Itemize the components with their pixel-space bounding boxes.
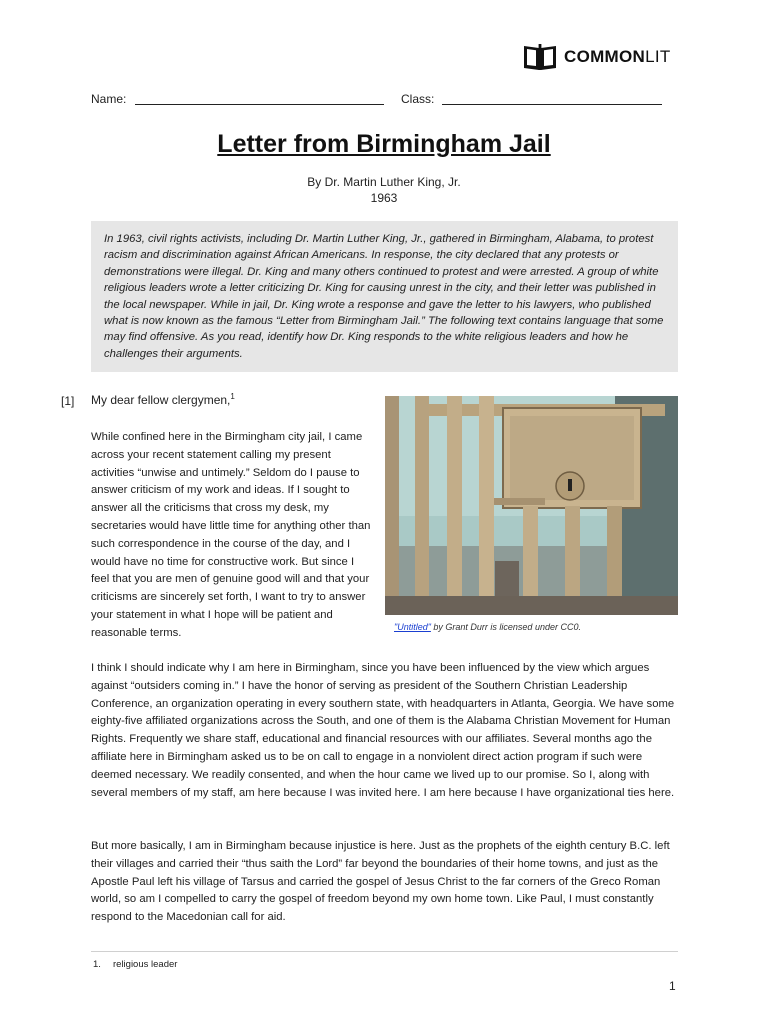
intro-box: In 1963, civil rights activists, including Dr. Martin Luther King, Jr., gathered in Birmingham, Alabama, to protest racism and discrimination against African Americans. In response, the city declared that any protests or demonstrations were illegal. Dr. King and many others continued to protest and were arrested. A group of white religious leaders wrote a letter criticizing Dr. King for causing unrest in the city, and their letter was published in the local newspaper. While in jail, Dr. King wrote a response and gave the letter to his lawyers, who published what is now known as the famous “Letter from Birmingham Jail.” The following text contains language that some may find offensive. As you read, identify how Dr. King responds to the white religious leaders and how he challenges their arguments. [91, 221, 678, 372]
book-icon [522, 43, 558, 71]
paragraph-3: But more basically, I am in Birmingham because injustice is here. Just as the prophets of the eighth century B.C. left their villages and carried their “thus saith the Lord” far beyond the boundaries of their home towns, and just as the Apostle Paul left his village of Tarsus and carried the gospel of Jesus Christ to the far corners of the Greco Roman world, so am I compelled to carry the gospel of freedom beyond my own home town. Like Paul, I must constantly respond to the Macedonian call for aid. [91, 840, 670, 924]
commonlit-logo [522, 42, 671, 72]
page-number: 1 [669, 979, 676, 993]
image-caption: "Untitled" by Grant Durr is licensed under CC0. [394, 622, 581, 632]
author: By Dr. Martin Luther King, Jr. [307, 175, 461, 189]
paragraph-2: I think I should indicate why I am here in Birmingham, since you have been influenced by the view which argues against “outsiders coming in.” I have the honor of serving as president of the Southern Christian Leadership Conference, an organization operating in every southern state, with headquarters in Atlanta, Georgia. We have some eighty-five affiliated organizations across the South, and one of them is the Alabama Christian Movement for Human Rights. Frequently we share staff, educational and financial resources with our affiliates. Several months ago the affiliate here in Birmingham asked us to be on call to engage in a nonviolent direct action program if such were deemed necessary. We readily consented, and when the hour came we lived up to our promise. So I, along with several members of my staff, am here because I was invited here. I am here because I have organizational ties here. [91, 662, 675, 799]
jail-cell-photo [385, 396, 678, 615]
brand-name: COMMONLIT [564, 47, 671, 66]
page-title: Letter from Birmingham Jail [217, 130, 551, 158]
footnote: 1. religious leader [93, 959, 178, 970]
paragraph-number: [1] [61, 394, 75, 408]
name-label: Name: [91, 92, 127, 106]
class-label: Class: [401, 92, 435, 106]
byline [0, 174, 768, 206]
name-field[interactable] [135, 104, 384, 105]
caption-link[interactable]: "Untitled" [394, 622, 431, 632]
paragraph-1: While confined here in the Birmingham city jail, I came across your recent statement calling my present activities “unwise and untimely.” Seldom do I pause to answer criticism of my work and ideas. If I sought to answer all the criticisms that cross my desk, my secretaries would have little time for anything other than such correspondence in the course of the day, and I would have no time for constructive work. But since I feel that you are men of genuine good will and that your criticisms are sincerely set forth, I want to try to answer your statement in what I hope will be patient and reasonable terms. [91, 431, 371, 639]
footnote-ref[interactable]: 1 [230, 392, 235, 401]
year: 1963 [370, 191, 398, 205]
class-field[interactable] [442, 104, 662, 105]
salutation: My dear fellow clergymen,$^1$ [91, 392, 235, 407]
footnote-divider [91, 951, 678, 952]
